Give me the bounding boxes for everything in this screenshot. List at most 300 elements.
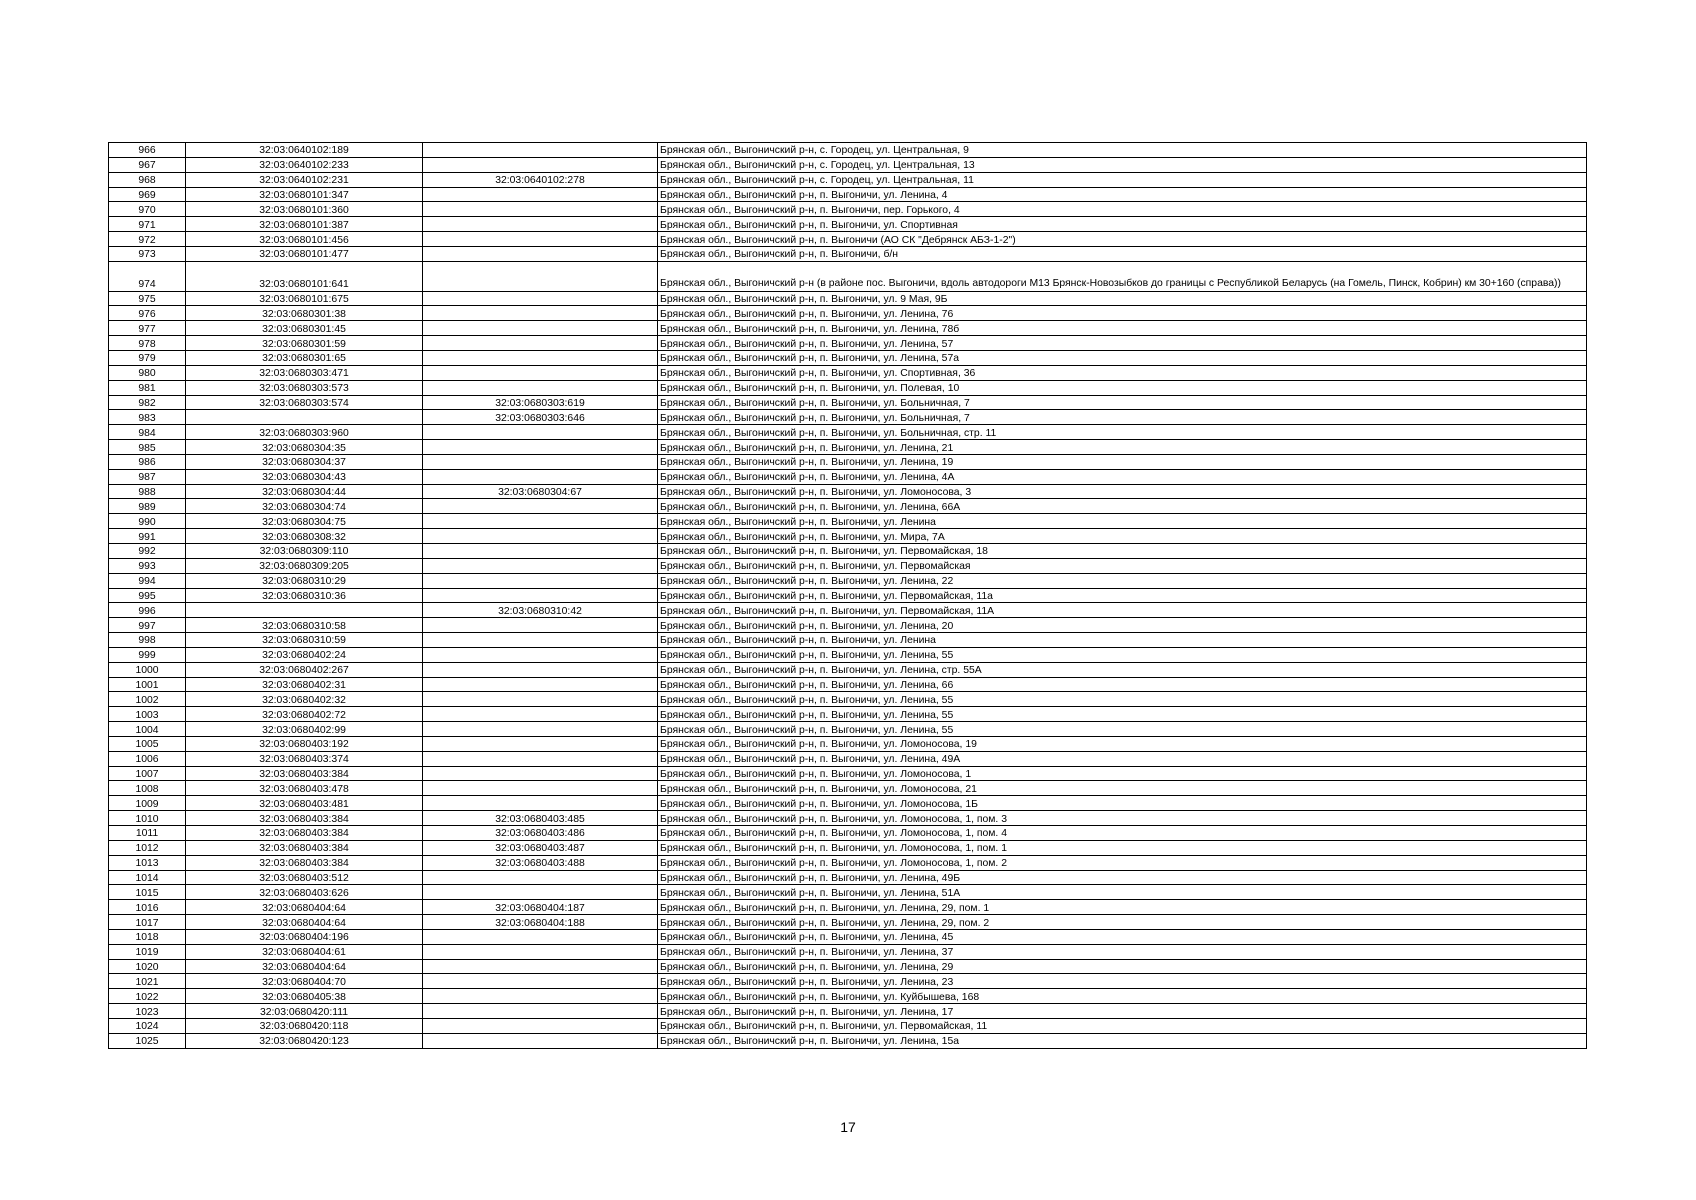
table-row (109, 246, 1587, 261)
cadastral-number-cell: 32:03:0680304:74 (186, 499, 423, 514)
address-cell: Брянская обл., Выгоничский р-н, п. Выгоничи, ул. Ленина, 66 (658, 677, 1587, 692)
table-row (109, 826, 1587, 841)
table-row (109, 766, 1587, 781)
related-cadastral-number-cell (423, 336, 658, 351)
row-number-cell: 991 (109, 529, 186, 544)
row-number-cell: 1002 (109, 692, 186, 707)
row-number-cell: 1013 (109, 855, 186, 870)
cadastral-number-cell: 32:03:0680403:626 (186, 885, 423, 900)
table-row (109, 647, 1587, 662)
related-cadastral-number-cell (423, 944, 658, 959)
related-cadastral-number-cell: 32:03:0680404:187 (423, 900, 658, 915)
row-number-cell: 1015 (109, 885, 186, 900)
related-cadastral-number-cell: 32:03:0680303:619 (423, 395, 658, 410)
address-cell: Брянская обл., Выгоничский р-н, п. Выгоничи, ул. Ленина, 49А (658, 751, 1587, 766)
cadastral-number-cell: 32:03:0680304:37 (186, 454, 423, 469)
row-number-cell: 973 (109, 246, 186, 261)
table-row (109, 573, 1587, 588)
table-row (109, 380, 1587, 395)
row-number-cell: 1009 (109, 796, 186, 811)
cadastral-number-cell: 32:03:0680303:573 (186, 380, 423, 395)
related-cadastral-number-cell (423, 766, 658, 781)
table-row (109, 974, 1587, 989)
table-row (109, 514, 1587, 529)
related-cadastral-number-cell (423, 722, 658, 737)
address-cell: Брянская обл., Выгоничский р-н, п. Выгоничи, ул. Ленина, 57 (658, 336, 1587, 351)
row-number-cell: 1012 (109, 840, 186, 855)
row-number-cell: 990 (109, 514, 186, 529)
cadastral-number-cell: 32:03:0680303:574 (186, 395, 423, 410)
row-number-cell: 993 (109, 558, 186, 573)
row-number-cell: 968 (109, 172, 186, 187)
cadastral-number-cell: 32:03:0680403:478 (186, 781, 423, 796)
table-row (109, 915, 1587, 930)
cadastral-number-cell: 32:03:0680403:384 (186, 811, 423, 826)
related-cadastral-number-cell (423, 573, 658, 588)
address-cell: Брянская обл., Выгоничский р-н, п. Выгоничи, ул. Ломоносова, 1, пом. 2 (658, 855, 1587, 870)
address-cell: Брянская обл., Выгоничский р-н, п. Выгоничи, б/н (658, 246, 1587, 261)
related-cadastral-number-cell (423, 929, 658, 944)
cadastral-number-cell: 32:03:0680404:64 (186, 900, 423, 915)
cadastral-number-cell: 32:03:0680304:75 (186, 514, 423, 529)
table-row (109, 722, 1587, 737)
table-row (109, 217, 1587, 232)
cadastral-number-cell: 32:03:0680420:118 (186, 1018, 423, 1033)
related-cadastral-number-cell (423, 647, 658, 662)
cadastral-number-cell: 32:03:0680101:675 (186, 291, 423, 306)
row-number-cell: 998 (109, 633, 186, 648)
related-cadastral-number-cell (423, 246, 658, 261)
cadastral-number-cell: 32:03:0680402:31 (186, 677, 423, 692)
address-cell: Брянская обл., Выгоничский р-н, п. Выгоничи, ул. Ленина, 49Б (658, 870, 1587, 885)
cadastral-number-cell: 32:03:0680402:24 (186, 647, 423, 662)
address-cell: Брянская обл., Выгоничский р-н, п. Выгоничи, ул. Ленина, 66А (658, 499, 1587, 514)
related-cadastral-number-cell: 32:03:0680303:646 (423, 410, 658, 425)
address-cell: Брянская обл., Выгоничский р-н, п. Выгоничи, ул. Ленина (658, 514, 1587, 529)
related-cadastral-number-cell: 32:03:0680403:487 (423, 840, 658, 855)
row-number-cell: 1006 (109, 751, 186, 766)
row-number-cell: 974 (109, 261, 186, 291)
cadastral-number-cell: 32:03:0680420:111 (186, 1004, 423, 1019)
related-cadastral-number-cell (423, 692, 658, 707)
table-row (109, 425, 1587, 440)
cadastral-number-cell: 32:03:0680404:196 (186, 929, 423, 944)
address-cell: Брянская обл., Выгоничский р-н, п. Выгоничи, ул. Ленина, 78б (658, 321, 1587, 336)
row-number-cell: 1000 (109, 662, 186, 677)
address-cell: Брянская обл., Выгоничский р-н, п. Выгоничи, ул. Ленина, 15а (658, 1033, 1587, 1048)
address-cell: Брянская обл., Выгоничский р-н, с. Городец, ул. Центральная, 13 (658, 157, 1587, 172)
table-row (109, 751, 1587, 766)
cadastral-number-cell: 32:03:0680403:192 (186, 736, 423, 751)
table-row (109, 484, 1587, 499)
related-cadastral-number-cell (423, 425, 658, 440)
address-cell: Брянская обл., Выгоничский р-н, п. Выгоничи, ул. Больничная, 7 (658, 395, 1587, 410)
related-cadastral-number-cell (423, 751, 658, 766)
related-cadastral-number-cell: 32:03:0680403:486 (423, 826, 658, 841)
related-cadastral-number-cell (423, 1033, 658, 1048)
row-number-cell: 971 (109, 217, 186, 232)
address-cell: Брянская обл., Выгоничский р-н, п. Выгоничи, ул. Ломоносова, 1, пом. 1 (658, 840, 1587, 855)
table-row (109, 143, 1587, 158)
table-row (109, 1004, 1587, 1019)
row-number-cell: 982 (109, 395, 186, 410)
cadastral-number-cell: 32:03:0640102:231 (186, 172, 423, 187)
address-cell: Брянская обл., Выгоничский р-н, п. Выгоничи, ул. Спортивная (658, 217, 1587, 232)
address-cell: Брянская обл., Выгоничский р-н, п. Выгоничи, ул. Ленина, 20 (658, 618, 1587, 633)
table-row (109, 291, 1587, 306)
related-cadastral-number-cell (423, 662, 658, 677)
address-cell: Брянская обл., Выгоничский р-н, п. Выгоничи, ул. Ленина, 4А (658, 469, 1587, 484)
related-cadastral-number-cell (423, 1004, 658, 1019)
related-cadastral-number-cell (423, 321, 658, 336)
row-number-cell: 984 (109, 425, 186, 440)
table-row (109, 306, 1587, 321)
address-cell: Брянская обл., Выгоничский р-н, п. Выгоничи, ул. Первомайская, 11 (658, 1018, 1587, 1033)
related-cadastral-number-cell (423, 187, 658, 202)
table-row (109, 796, 1587, 811)
table-row (109, 855, 1587, 870)
table-row (109, 454, 1587, 469)
table-row (109, 440, 1587, 455)
address-cell: Брянская обл., Выгоничский р-н, п. Выгоничи, ул. Первомайская, 11а (658, 588, 1587, 603)
row-number-cell: 979 (109, 351, 186, 366)
row-number-cell: 985 (109, 440, 186, 455)
table-body (109, 143, 1587, 1049)
table-row (109, 469, 1587, 484)
address-cell: Брянская обл., Выгоничский р-н, п. Выгоничи, ул. Ленина, 19 (658, 454, 1587, 469)
related-cadastral-number-cell: 32:03:0680403:485 (423, 811, 658, 826)
row-number-cell: 987 (109, 469, 186, 484)
cadastral-number-cell: 32:03:0680308:32 (186, 529, 423, 544)
address-cell: Брянская обл., Выгоничский р-н, с. Городец, ул. Центральная, 11 (658, 172, 1587, 187)
row-number-cell: 1022 (109, 989, 186, 1004)
row-number-cell: 980 (109, 365, 186, 380)
table-row (109, 499, 1587, 514)
related-cadastral-number-cell (423, 618, 658, 633)
cadastral-number-cell: 32:03:0680403:384 (186, 840, 423, 855)
related-cadastral-number-cell (423, 440, 658, 455)
row-number-cell: 1005 (109, 736, 186, 751)
row-number-cell: 1007 (109, 766, 186, 781)
related-cadastral-number-cell (423, 514, 658, 529)
address-cell: Брянская обл., Выгоничский р-н, п. Выгоничи, ул. Ломоносова, 21 (658, 781, 1587, 796)
related-cadastral-number-cell (423, 217, 658, 232)
related-cadastral-number-cell (423, 365, 658, 380)
table-row (109, 202, 1587, 217)
cadastral-number-cell: 32:03:0680403:512 (186, 870, 423, 885)
cadastral-number-cell: 32:03:0680403:374 (186, 751, 423, 766)
table-row (109, 885, 1587, 900)
row-number-cell: 1021 (109, 974, 186, 989)
cadastral-number-cell: 32:03:0680310:36 (186, 588, 423, 603)
table-row (109, 870, 1587, 885)
address-cell: Брянская обл., Выгоничский р-н, п. Выгоничи, ул. Ленина, 55 (658, 692, 1587, 707)
table-row (109, 395, 1587, 410)
related-cadastral-number-cell: 32:03:0680310:42 (423, 603, 658, 618)
cadastral-number-cell: 32:03:0680304:35 (186, 440, 423, 455)
table-row (109, 944, 1587, 959)
table-row (109, 558, 1587, 573)
cadastral-number-cell: 32:03:0680303:960 (186, 425, 423, 440)
row-number-cell: 1014 (109, 870, 186, 885)
related-cadastral-number-cell (423, 588, 658, 603)
row-number-cell: 997 (109, 618, 186, 633)
row-number-cell: 1025 (109, 1033, 186, 1048)
cadastral-number-cell: 32:03:0680402:72 (186, 707, 423, 722)
address-cell: Брянская обл., Выгоничский р-н, п. Выгоничи, ул. Ломоносова, 1Б (658, 796, 1587, 811)
cadastral-number-cell (186, 603, 423, 618)
row-number-cell: 992 (109, 543, 186, 558)
related-cadastral-number-cell (423, 959, 658, 974)
related-cadastral-number-cell (423, 633, 658, 648)
address-cell: Брянская обл., Выгоничский р-н, п. Выгоничи, ул. Ленина, 21 (658, 440, 1587, 455)
table-row (109, 840, 1587, 855)
row-number-cell: 995 (109, 588, 186, 603)
row-number-cell: 1017 (109, 915, 186, 930)
address-cell: Брянская обл., Выгоничский р-н, п. Выгоничи, ул. Ленина, 57а (658, 351, 1587, 366)
property-register-table (108, 142, 1587, 1049)
row-number-cell: 972 (109, 232, 186, 247)
row-number-cell: 977 (109, 321, 186, 336)
cadastral-number-cell: 32:03:0680301:65 (186, 351, 423, 366)
address-cell: Брянская обл., Выгоничский р-н (в районе пос. Выгоничи, вдоль автодороги М13 Брянск-Новозыбков до границы с Республикой Беларусь (на Гомель, Пинск, Кобрин) км 30+160 (справа)) (658, 261, 1587, 291)
related-cadastral-number-cell (423, 157, 658, 172)
address-cell: Брянская обл., Выгоничский р-н, п. Выгоничи, ул. Мира, 7А (658, 529, 1587, 544)
related-cadastral-number-cell (423, 796, 658, 811)
related-cadastral-number-cell (423, 143, 658, 158)
row-number-cell: 994 (109, 573, 186, 588)
table-row (109, 336, 1587, 351)
address-cell: Брянская обл., Выгоничский р-н, п. Выгоничи, ул. Ленина (658, 633, 1587, 648)
row-number-cell: 1004 (109, 722, 186, 737)
table-row (109, 781, 1587, 796)
cadastral-number-cell: 32:03:0680304:43 (186, 469, 423, 484)
cadastral-number-cell: 32:03:0680404:64 (186, 915, 423, 930)
related-cadastral-number-cell (423, 974, 658, 989)
row-number-cell: 1024 (109, 1018, 186, 1033)
cadastral-number-cell: 32:03:0680101:347 (186, 187, 423, 202)
table-row (109, 989, 1587, 1004)
row-number-cell: 1001 (109, 677, 186, 692)
address-cell: Брянская обл., Выгоничский р-н, п. Выгоничи, ул. Ленина, 76 (658, 306, 1587, 321)
cadastral-number-cell (186, 410, 423, 425)
related-cadastral-number-cell (423, 306, 658, 321)
address-cell: Брянская обл., Выгоничский р-н, п. Выгоничи, ул. Больничная, стр. 11 (658, 425, 1587, 440)
row-number-cell: 983 (109, 410, 186, 425)
row-number-cell: 975 (109, 291, 186, 306)
address-cell: Брянская обл., Выгоничский р-н, п. Выгоничи, ул. Ленина, 17 (658, 1004, 1587, 1019)
address-cell: Брянская обл., Выгоничский р-н, п. Выгоничи, ул. Больничная, 7 (658, 410, 1587, 425)
related-cadastral-number-cell (423, 1018, 658, 1033)
related-cadastral-number-cell: 32:03:0640102:278 (423, 172, 658, 187)
table-row (109, 261, 1587, 291)
cadastral-number-cell: 32:03:0680310:29 (186, 573, 423, 588)
row-number-cell: 1018 (109, 929, 186, 944)
address-cell: Брянская обл., Выгоничский р-н, п. Выгоничи, ул. Куйбышева, 168 (658, 989, 1587, 1004)
cadastral-number-cell: 32:03:0680403:384 (186, 855, 423, 870)
related-cadastral-number-cell (423, 529, 658, 544)
cadastral-number-cell: 32:03:0680402:32 (186, 692, 423, 707)
address-cell: Брянская обл., Выгоничский р-н, п. Выгоничи, ул. Полевая, 10 (658, 380, 1587, 395)
address-cell: Брянская обл., Выгоничский р-н, п. Выгоничи, ул. Первомайская (658, 558, 1587, 573)
address-cell: Брянская обл., Выгоничский р-н, п. Выгоничи, ул. Первомайская, 18 (658, 543, 1587, 558)
related-cadastral-number-cell (423, 707, 658, 722)
cadastral-number-cell: 32:03:0680303:471 (186, 365, 423, 380)
table-row (109, 662, 1587, 677)
cadastral-number-cell: 32:03:0680101:477 (186, 246, 423, 261)
address-cell: Брянская обл., Выгоничский р-н, п. Выгоничи, ул. Ленина, 29, пом. 1 (658, 900, 1587, 915)
address-cell: Брянская обл., Выгоничский р-н, п. Выгоничи, ул. Ленина, 55 (658, 722, 1587, 737)
row-number-cell: 1003 (109, 707, 186, 722)
related-cadastral-number-cell (423, 885, 658, 900)
related-cadastral-number-cell (423, 558, 658, 573)
table-row (109, 959, 1587, 974)
table-row (109, 365, 1587, 380)
related-cadastral-number-cell (423, 870, 658, 885)
row-number-cell: 1010 (109, 811, 186, 826)
related-cadastral-number-cell (423, 677, 658, 692)
address-cell: Брянская обл., Выгоничский р-н, п. Выгоничи (АО СК "Дебрянск АБЗ-1-2") (658, 232, 1587, 247)
table-row (109, 692, 1587, 707)
cadastral-number-cell: 32:03:0680403:384 (186, 766, 423, 781)
cadastral-number-cell: 32:03:0680301:59 (186, 336, 423, 351)
address-cell: Брянская обл., Выгоничский р-н, п. Выгоничи, ул. Ломоносова, 1 (658, 766, 1587, 781)
address-cell: Брянская обл., Выгоничский р-н, п. Выгоничи, ул. Ломоносова, 3 (658, 484, 1587, 499)
table-row (109, 900, 1587, 915)
table-row (109, 618, 1587, 633)
address-cell: Брянская обл., Выгоничский р-н, п. Выгоничи, ул. Первомайская, 11А (658, 603, 1587, 618)
cadastral-number-cell: 32:03:0680402:267 (186, 662, 423, 677)
table-row (109, 543, 1587, 558)
row-number-cell: 999 (109, 647, 186, 662)
table-row (109, 172, 1587, 187)
related-cadastral-number-cell (423, 454, 658, 469)
table-row (109, 1018, 1587, 1033)
cadastral-number-cell: 32:03:0680301:45 (186, 321, 423, 336)
row-number-cell: 1020 (109, 959, 186, 974)
table-row (109, 677, 1587, 692)
row-number-cell: 969 (109, 187, 186, 202)
table-row (109, 811, 1587, 826)
cadastral-number-cell: 32:03:0680310:59 (186, 633, 423, 648)
cadastral-number-cell: 32:03:0680404:61 (186, 944, 423, 959)
row-number-cell: 996 (109, 603, 186, 618)
address-cell: Брянская обл., Выгоничский р-н, п. Выгоничи, ул. Ленина, 51А (658, 885, 1587, 900)
address-cell: Брянская обл., Выгоничский р-н, п. Выгоничи, ул. 9 Мая, 9Б (658, 291, 1587, 306)
related-cadastral-number-cell (423, 380, 658, 395)
row-number-cell: 988 (109, 484, 186, 499)
table-row (109, 157, 1587, 172)
address-cell: Брянская обл., Выгоничский р-н, п. Выгоничи, ул. Ленина, 23 (658, 974, 1587, 989)
row-number-cell: 970 (109, 202, 186, 217)
row-number-cell: 1011 (109, 826, 186, 841)
row-number-cell: 976 (109, 306, 186, 321)
related-cadastral-number-cell (423, 781, 658, 796)
address-cell: Брянская обл., Выгоничский р-н, п. Выгоничи, ул. Ломоносова, 1, пом. 3 (658, 811, 1587, 826)
row-number-cell: 989 (109, 499, 186, 514)
cadastral-number-cell: 32:03:0680403:384 (186, 826, 423, 841)
related-cadastral-number-cell (423, 989, 658, 1004)
related-cadastral-number-cell (423, 291, 658, 306)
related-cadastral-number-cell: 32:03:0680404:188 (423, 915, 658, 930)
address-cell: Брянская обл., Выгоничский р-н, п. Выгоничи, ул. Ленина, 55 (658, 707, 1587, 722)
cadastral-number-cell: 32:03:0680101:360 (186, 202, 423, 217)
cadastral-number-cell: 32:03:0680309:205 (186, 558, 423, 573)
related-cadastral-number-cell (423, 351, 658, 366)
row-number-cell: 986 (109, 454, 186, 469)
cadastral-number-cell: 32:03:0640102:233 (186, 157, 423, 172)
row-number-cell: 978 (109, 336, 186, 351)
cadastral-number-cell: 32:03:0680402:99 (186, 722, 423, 737)
row-number-cell: 1019 (109, 944, 186, 959)
cadastral-number-cell: 32:03:0680310:58 (186, 618, 423, 633)
page-number: 17 (840, 1119, 856, 1135)
cadastral-number-cell: 32:03:0680405:38 (186, 989, 423, 1004)
table-row (109, 232, 1587, 247)
address-cell: Брянская обл., Выгоничский р-н, п. Выгоничи, ул. Ленина, 45 (658, 929, 1587, 944)
row-number-cell: 981 (109, 380, 186, 395)
address-cell: Брянская обл., Выгоничский р-н, п. Выгоничи, ул. Ленина, 4 (658, 187, 1587, 202)
address-cell: Брянская обл., Выгоничский р-н, с. Городец, ул. Центральная, 9 (658, 143, 1587, 158)
table-row (109, 929, 1587, 944)
table-row (109, 736, 1587, 751)
related-cadastral-number-cell (423, 543, 658, 558)
address-cell: Брянская обл., Выгоничский р-н, п. Выгоничи, ул. Ленина, 22 (658, 573, 1587, 588)
related-cadastral-number-cell (423, 202, 658, 217)
address-cell: Брянская обл., Выгоничский р-н, п. Выгоничи, ул. Ленина, 29, пом. 2 (658, 915, 1587, 930)
address-cell: Брянская обл., Выгоничский р-н, п. Выгоничи, ул. Ломоносова, 1, пом. 4 (658, 826, 1587, 841)
row-number-cell: 967 (109, 157, 186, 172)
related-cadastral-number-cell (423, 469, 658, 484)
cadastral-number-cell: 32:03:0680420:123 (186, 1033, 423, 1048)
related-cadastral-number-cell (423, 261, 658, 291)
related-cadastral-number-cell: 32:03:0680304:67 (423, 484, 658, 499)
cadastral-number-cell: 32:03:0640102:189 (186, 143, 423, 158)
table-row (109, 1033, 1587, 1048)
table-row (109, 321, 1587, 336)
row-number-cell: 1023 (109, 1004, 186, 1019)
row-number-cell: 966 (109, 143, 186, 158)
address-cell: Брянская обл., Выгоничский р-н, п. Выгоничи, ул. Ленина, 55 (658, 647, 1587, 662)
related-cadastral-number-cell (423, 232, 658, 247)
cadastral-number-cell: 32:03:0680304:44 (186, 484, 423, 499)
related-cadastral-number-cell (423, 499, 658, 514)
cadastral-number-cell: 32:03:0680101:456 (186, 232, 423, 247)
address-cell: Брянская обл., Выгоничский р-н, п. Выгоничи, ул. Ленина, стр. 55А (658, 662, 1587, 677)
cadastral-number-cell: 32:03:0680101:387 (186, 217, 423, 232)
row-number-cell: 1016 (109, 900, 186, 915)
table-row (109, 529, 1587, 544)
cadastral-number-cell: 32:03:0680101:641 (186, 261, 423, 291)
cadastral-number-cell: 32:03:0680404:70 (186, 974, 423, 989)
table-row (109, 410, 1587, 425)
table-row (109, 351, 1587, 366)
cadastral-number-cell: 32:03:0680404:64 (186, 959, 423, 974)
table-row (109, 603, 1587, 618)
cadastral-number-cell: 32:03:0680403:481 (186, 796, 423, 811)
related-cadastral-number-cell (423, 736, 658, 751)
address-cell: Брянская обл., Выгоничский р-н, п. Выгоничи, ул. Ломоносова, 19 (658, 736, 1587, 751)
cadastral-number-cell: 32:03:0680309:110 (186, 543, 423, 558)
cadastral-number-cell: 32:03:0680301:38 (186, 306, 423, 321)
table-row (109, 187, 1587, 202)
table-row (109, 707, 1587, 722)
table-row (109, 588, 1587, 603)
address-cell: Брянская обл., Выгоничский р-н, п. Выгоничи, пер. Горького, 4 (658, 202, 1587, 217)
address-cell: Брянская обл., Выгоничский р-н, п. Выгоничи, ул. Ленина, 29 (658, 959, 1587, 974)
address-cell: Брянская обл., Выгоничский р-н, п. Выгоничи, ул. Ленина, 37 (658, 944, 1587, 959)
related-cadastral-number-cell: 32:03:0680403:488 (423, 855, 658, 870)
